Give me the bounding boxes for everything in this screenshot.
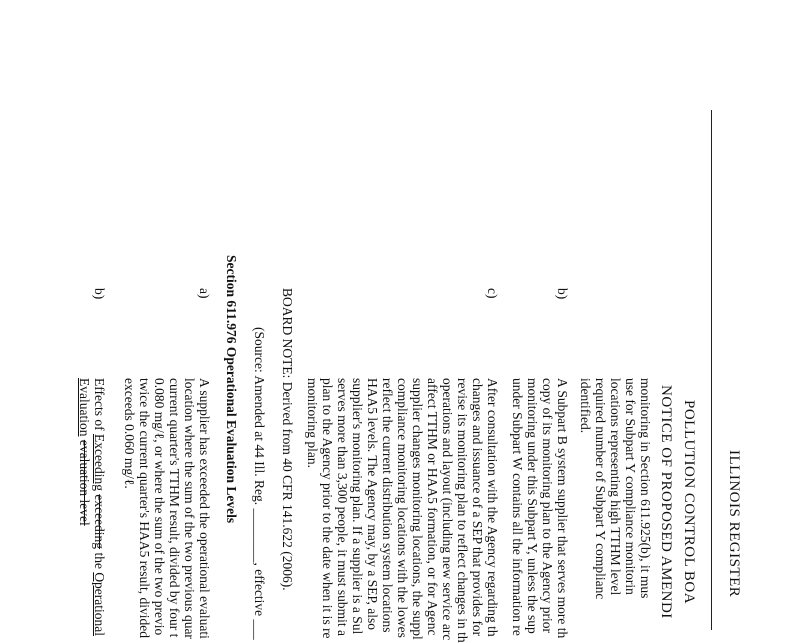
text-line: serves more than 3,300 people, it must submit a: [335, 378, 350, 636]
text-line: A supplier has exceeded the operational evaluati: [197, 378, 212, 639]
amended-text-line: [91, 378, 107, 636]
text-line: required number of Subpart Y complianc: [593, 378, 608, 600]
subsection-label: c): [485, 288, 500, 299]
text-line: HAA5 levels. The Agency may, by a SEP, also: [365, 378, 380, 630]
text-line: reflect the current distribution system locations: [380, 378, 395, 633]
text-line: current quarter's TTHM result, divided by four t: [167, 378, 182, 638]
deleted-text: exceeding: [92, 494, 107, 550]
text-line: supplier's monitoring plan. If a supplier is a Sul: [350, 378, 365, 635]
text-line: 0.080 mg/ℓ, or where the sum of the two previo: [152, 378, 167, 636]
text-line: identified.: [578, 378, 593, 434]
inserted-text: Evaluation: [77, 378, 92, 437]
board-title: POLLUTION CONTROL BOA: [681, 400, 697, 605]
notice-title: NOTICE OF PROPOSED AMENDI: [658, 385, 674, 619]
text-line: revise its monitoring plan to reflect changes in th: [455, 378, 470, 643]
board-note: BOARD NOTE: Derived from 40 CFR 141.622 (2006).: [280, 288, 295, 591]
subsection-label: b): [555, 288, 570, 300]
text-line: After consultation with the Agency regarding th: [485, 378, 500, 637]
text-fragment: the: [92, 549, 107, 573]
header-rule: [711, 110, 712, 630]
source-note: (Source: Amended at 44 Ill. Reg. ________, effective ___: [252, 327, 267, 640]
text-line: monitoring under this Subpart Y, unless the sup: [525, 378, 540, 634]
text-line: supplier changes monitoring locations, the suppl: [410, 378, 425, 640]
text-line: monitoring in Section 611.925(b), it mus: [638, 378, 653, 599]
text-line: twice the current quarter's HAA5 result, divided: [137, 378, 152, 638]
text-line: location where the sum of the two previous quar: [182, 378, 197, 639]
subsection-label: a): [197, 288, 212, 299]
text-line: plan to the Agency prior to the date when it is re: [320, 378, 335, 639]
text-fragment: Effects of: [92, 378, 107, 434]
text-line: A Subpart B system supplier that serves more th: [555, 378, 570, 639]
text-line: monitoring plan.: [305, 378, 320, 468]
text-line: operations and layout (including new service arc: [440, 378, 455, 641]
subsection-label: b): [92, 288, 107, 300]
text-line: copy of its monitoring plan to the Agency prior: [540, 378, 555, 633]
text-line: compliance monitoring locations with the lowes: [395, 378, 410, 638]
text-line: locations representing high TTHM level: [608, 378, 623, 596]
text-line: use for Subpart Y compliance monitorin: [623, 378, 638, 595]
inserted-text: Exceeding: [92, 433, 107, 491]
text-line: changes and issuance of a SEP that provides for: [470, 378, 485, 637]
deleted-text: evaluation level: [77, 439, 92, 526]
section-heading: Section 611.976 Operational Evaluation Levels: [224, 255, 239, 524]
register-title: ILLINOIS REGISTER: [726, 450, 742, 598]
text-line: under Subpart W contains all the information re: [510, 378, 525, 636]
text-line: affect TTHM or HAA5 formation, or for Agenc: [425, 378, 440, 636]
inserted-text: Operational: [92, 572, 107, 637]
text-line: exceeds 0.060 mg/ℓ.: [122, 378, 137, 489]
amended-text-line: [76, 378, 92, 526]
